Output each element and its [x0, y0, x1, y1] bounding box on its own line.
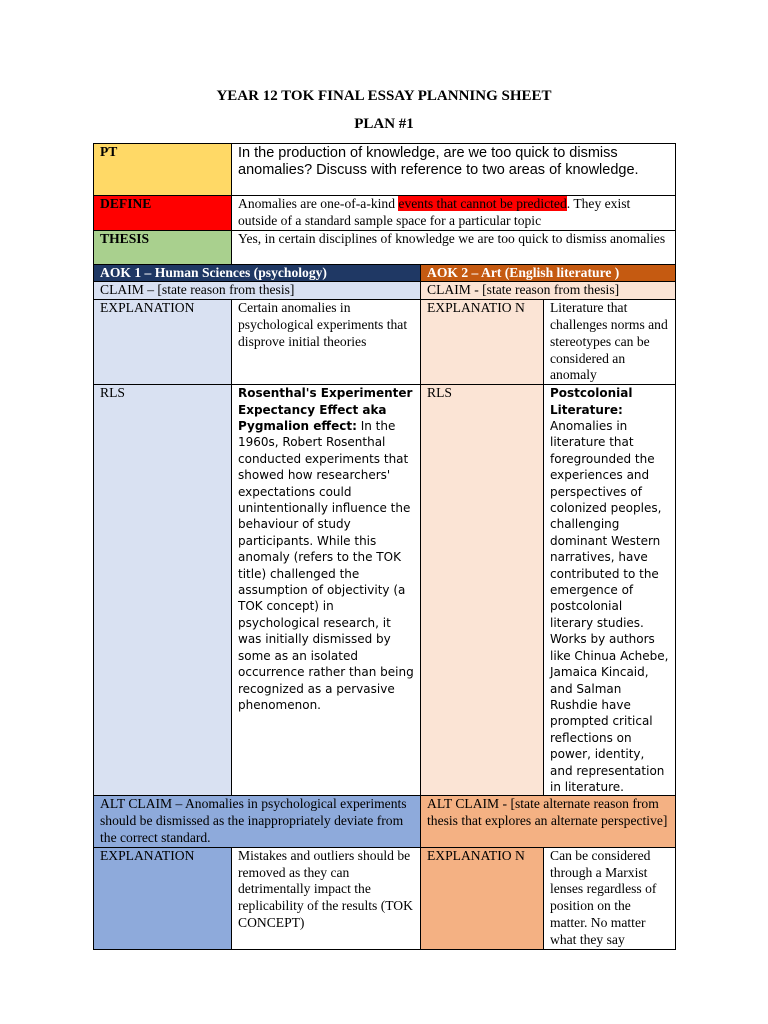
aok2-claim: CLAIM - [state reason from thesis]	[421, 282, 676, 300]
thesis-label: THESIS	[94, 230, 232, 264]
aok2-alt-explanation: Can be considered through a Marxist lenses regardless of position on the matter. No matter what they say	[544, 847, 676, 949]
aok2-heading: AOK 2 – Art (English literature )	[421, 264, 676, 282]
aok1-rls	[232, 385, 421, 796]
aok1-rls-label: RLS	[94, 385, 232, 796]
aok2-rls-body: Anomalies in literature that foregrounded the experiences and perspectives of colonized peoples, challenging dominant Western narratives, have contributed to the emergence of postcolonial literary studies. Works by authors like Chinua Achebe, Jamaica Kincaid, and Salman Rushdie have prompted critical reflections on power, identity, and representation in literature.	[550, 419, 669, 794]
pt-label: PT	[94, 144, 232, 196]
define-text-end: . They exist outside of a standard sample space for a particular topic	[238, 196, 631, 228]
aok2-rls-title: Postcolonial Literature:	[550, 386, 633, 417]
alt-explanation-row	[94, 847, 676, 949]
aok1-claim: CLAIM – [state reason from thesis]	[94, 282, 421, 300]
claim-row	[94, 282, 676, 300]
define-text-start: Anomalies are one-of-a-kind	[238, 196, 399, 211]
aok1-explanation-label: EXPLANATION	[94, 300, 232, 385]
rls-row	[94, 385, 676, 796]
define-highlight: events that cannot be predicted	[398, 196, 567, 211]
explanation-row	[94, 300, 676, 385]
pt-question: In the production of knowledge, are we too quick to dismiss anomalies? Discuss with reference to two areas of knowledge.	[232, 144, 676, 196]
aok2-explanation-label: EXPLANATIO N	[421, 300, 544, 385]
aok1-alt-claim: ALT CLAIM – Anomalies in psychological experiments should be dismissed as the inappropriately deviate from the correct standard.	[94, 796, 421, 847]
aok1-rls-title: Rosenthal's Experimenter Expectancy Effect aka Pygmalion effect:	[238, 386, 413, 433]
aok-heading-row	[94, 264, 676, 282]
aok2-rls-label: RLS	[421, 385, 544, 796]
pt-row	[94, 144, 676, 196]
define-text	[232, 196, 676, 231]
aok1-explanation: Certain anomalies in psychological experiments that disprove initial theories	[232, 300, 421, 385]
aok2-rls	[544, 385, 676, 796]
plan-number: PLAN #1	[354, 116, 414, 132]
document-title: YEAR 12 TOK FINAL ESSAY PLANNING SHEET	[216, 88, 552, 104]
planning-table	[93, 143, 676, 950]
aok2-alt-explanation-label: EXPLANATIO N	[421, 847, 544, 949]
aok1-heading: AOK 1 – Human Sciences (psychology)	[94, 264, 421, 282]
thesis-text: Yes, in certain disciplines of knowledge we are too quick to dismiss anomalies	[232, 230, 676, 264]
aok1-rls-body: In the 1960s, Robert Rosenthal conducted experiments that showed how researchers' expectations could unintentionally influence the behaviour of study participants. While this anomaly (refers to the TOK title) challenged the assumption of objectivity (a TOK concept) in psychological research, it was initially dismissed by some as an isolated occurrence rather than being recognized as a pervasive phenomenon.	[238, 419, 414, 712]
aok1-alt-explanation-label: EXPLANATION	[94, 847, 232, 949]
aok2-alt-claim: ALT CLAIM - [state alternate reason from thesis that explores an alternate perspective]	[421, 796, 676, 847]
alt-claim-row	[94, 796, 676, 847]
aok2-explanation: Literature that challenges norms and stereotypes can be considered an anomaly	[544, 300, 676, 385]
define-label: DEFINE	[94, 196, 232, 231]
thesis-row	[94, 230, 676, 264]
define-row	[94, 196, 676, 231]
aok1-alt-explanation: Mistakes and outliers should be removed as they can detrimentally impact the replicability of the results (TOK CONCEPT)	[232, 847, 421, 949]
